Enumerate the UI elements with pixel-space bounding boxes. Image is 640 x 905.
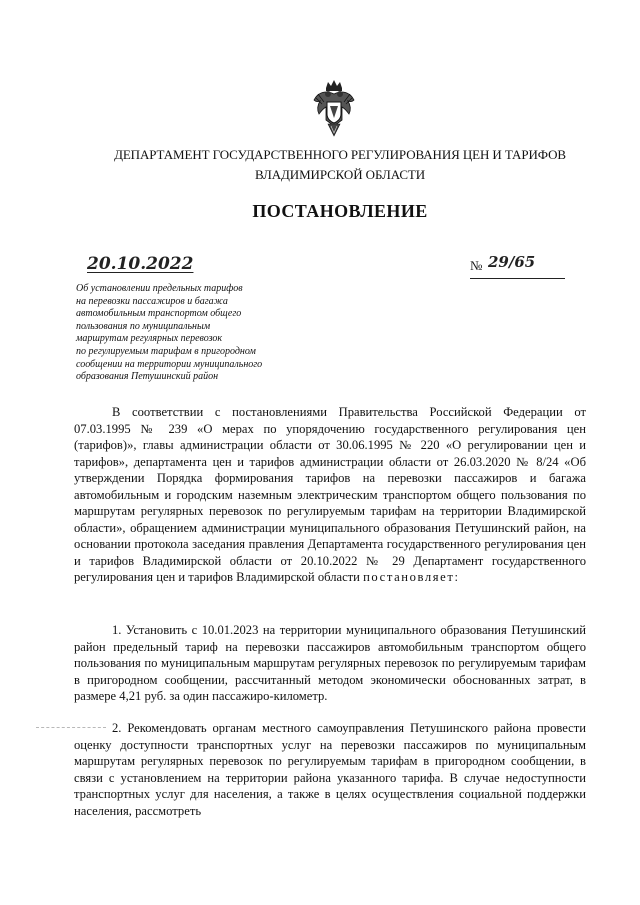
subject-line: Об установлении предельных тарифов (76, 283, 243, 294)
resolves-word: постановляет: (363, 570, 460, 584)
subject-line: автомобильным транспортом общего (76, 308, 242, 320)
coat-of-arms-icon (312, 80, 356, 140)
department-name-line1: ДЕПАРТАМЕНТ ГОСУДАРСТВЕННОГО РЕГУЛИРОВАНИЯ ЦЕН И ТАРИФОВ (114, 147, 566, 162)
paragraph-item-2 (74, 720, 586, 819)
item-2-text: 2. Рекомендовать органам местного самоуправления Петушинского района провести оценку доступности транспортных услуг на перевозки пассажиров по муниципальным маршрутам регулярных перевозок по регулируемым тарифам в пригородном сообщении, в связи с установлением на территории района указанного тарифа. В случае недоступности транспортных услуг для населения, а также в целях осуществления социальной поддержки населения, рассмотреть (74, 721, 586, 818)
preamble-text: В соответствии с постановлениями Правительства Российской Федерации от 07.03.1995 № 239 «О мерах по упорядочению государственного регулирования цен (тарифов)», главы администрации области от 30.06.1995 № 220 «О регулировании цен и тарифов», департамента цен и тарифов администрации области от 26.03.2020 № 8/24 «Об утверждении Порядка формирования тарифов на перевозки пассажиров и багажа автомобильным и городским наземным электрическим транспортом общего пользования по маршрутам регулярных перевозок по регулируемым тарифам на территории Владимирской области», обращением администрации муниципального образования Петушинский район, на основании протокола заседания правления Департамента государственного регулирования цен и тарифов Владимирской области от 20.10.2022 № 29 Департамент государственного регулирования цен и тарифов Владимирской области (74, 405, 586, 584)
subject-line: пользования по муниципальным (76, 320, 211, 332)
number-prefix: № (470, 258, 483, 273)
document-number: 29/65 (488, 253, 536, 271)
document-subject (76, 283, 336, 384)
paragraph-item-1 (74, 622, 586, 705)
paragraph-preamble (74, 404, 586, 586)
document-date: 20.10.2022 (87, 254, 194, 274)
subject-line: сообщении на территории муниципального (76, 358, 263, 370)
subject-line: на перевозки пассажиров и багажа (76, 295, 228, 307)
department-name-line2: ВЛАДИМИРСКОЙ ОБЛАСТИ (254, 167, 426, 182)
subject-line: маршрутам регулярных перевозок (76, 333, 223, 345)
document-title: ПОСТАНОВЛЕНИЕ (252, 201, 428, 221)
subject-line: по регулируемым тарифам в пригородном (76, 345, 256, 357)
item-1-text: 1. Установить с 10.01.2023 на территории муниципального образования Петушинский район предельный тариф на перевозки пассажиров автомобильным транспортом общего пользования по муниципальным маршрутам регулярных перевозок по регулируемым тарифам в пригородном сообщении, рассчитанный методом экономически обоснованных затрат, в размере 4,21 руб. за один пассажиро-километр. (74, 623, 586, 703)
subject-line: образования Петушинский район (76, 371, 219, 383)
document-number-block (470, 253, 565, 279)
